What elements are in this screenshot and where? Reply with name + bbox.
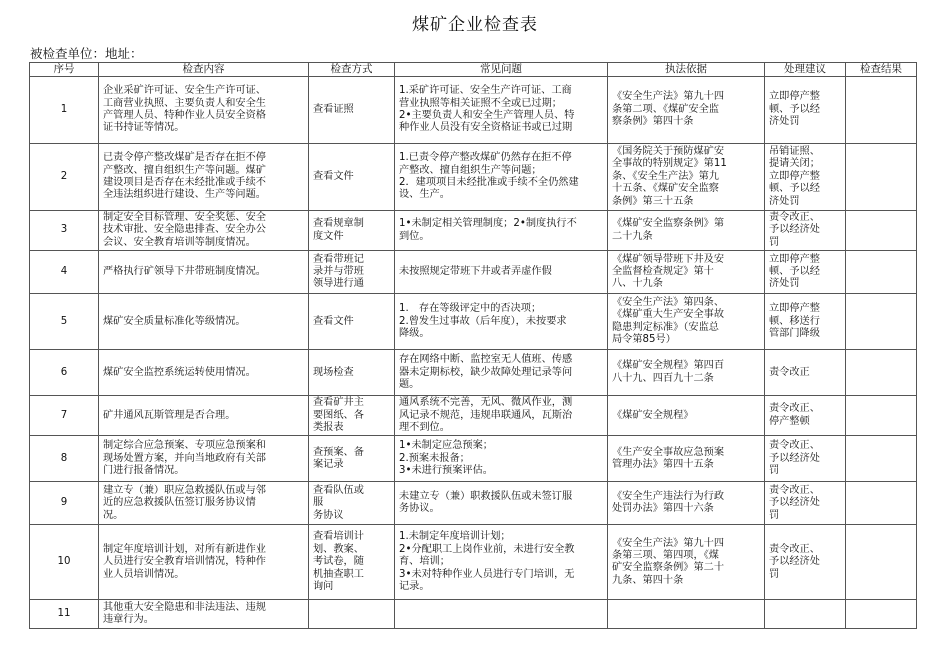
row-suggestion: 责令改正、 予以经济处 罚	[765, 525, 846, 600]
inspection-table	[29, 62, 917, 629]
row-legal-basis	[608, 600, 765, 629]
row-issues: 1.采矿许可证、安全生产许可证、工商 营业执照等相关证照不全或已过期； 2•主要负责人和安全生产管理人员、特 种作业人员没有安全资格证书或已过期	[395, 77, 608, 144]
table-row	[30, 350, 917, 396]
row-result	[846, 144, 917, 211]
row-suggestion: 责令改正、 予以经济处 罚	[765, 482, 846, 525]
row-result	[846, 436, 917, 482]
row-result	[846, 294, 917, 350]
row-method: 现场检查	[309, 350, 395, 396]
row-issues: 1.未制定年度培训计划； 2•分配职工上岗作业前，未进行安全教 育、培训； 3•未对特种作业人员进行专门培训，无 记录。	[395, 525, 608, 600]
row-method: 查看培训计 划、教案、 考试卷，随 机抽查职工 询问	[309, 525, 395, 600]
row-content: 已责令停产整改煤矿是否存在拒不停 产整改、擅自组织生产等问题。煤矿 建设项目是否存在未经批准或手续不 全违法组织进行建设、生产等问题。	[99, 144, 309, 211]
row-suggestion: 责令改正、 予以经济处 罚	[765, 436, 846, 482]
row-method: 查看文件	[309, 144, 395, 211]
row-legal-basis: 《安全生产法》第九十四 条第二项、《煤矿安全监 察条例》第四十条	[608, 77, 765, 144]
row-index: 6	[30, 350, 99, 396]
row-legal-basis: 《生产安全事故应急预案 管理办法》第四十五条	[608, 436, 765, 482]
row-issues: 1.已责令停产整改煤矿仍然存在拒不停 产整改、擅自组织生产等问题； 2．建项项目未经批准或手续不全仍然建 设、生产。	[395, 144, 608, 211]
row-method: 查看证照	[309, 77, 395, 144]
table-row	[30, 211, 917, 251]
row-suggestion: 吊销证照、 提请关闭； 立即停产整 顿、予以经 济处罚	[765, 144, 846, 211]
row-index: 10	[30, 525, 99, 600]
row-result	[846, 482, 917, 525]
row-issues: 存在网络中断、监控室无人值班、传感 器未定期标校，缺少故障处理记录等问 题。	[395, 350, 608, 396]
row-method: 查看文件	[309, 294, 395, 350]
page-title: 煤矿企业检查表	[412, 15, 538, 35]
table-row	[30, 144, 917, 211]
row-legal-basis: 《国务院关于预防煤矿安 全事故的特别规定》第11 条、《安全生产法》第九 十五条、《煤矿安全监察 条例》第三十五条	[608, 144, 765, 211]
row-result	[846, 350, 917, 396]
row-content: 制定安全目标管理、安全奖惩、安全 技术审批、安全隐患排查、安全办公 会议、安全教育培训等制度情况。	[99, 211, 309, 251]
row-issues: 未按照规定带班下井或者弄虚作假	[395, 251, 608, 294]
row-result	[846, 600, 917, 629]
header-issues: 常见问题	[395, 63, 608, 77]
row-legal-basis: 《煤矿安全规程》第四百 八十九、四百九十二条	[608, 350, 765, 396]
table-row	[30, 294, 917, 350]
row-suggestion: 责令改正、 停产整顿	[765, 396, 846, 436]
row-method: 查看矿井主 要图纸、各 类报表	[309, 396, 395, 436]
row-content: 企业采矿许可证、安全生产许可证、 工商营业执照、主要负责人和安全生 产管理人员、特种作业人员安全资格 证书持证等情况。	[99, 77, 309, 144]
row-content: 制定年度培训计划，对所有新进作业 人员进行安全教育培训情况，特种作 业人员培训情况。	[99, 525, 309, 600]
row-method	[309, 600, 395, 629]
header-content: 检查内容	[99, 63, 309, 77]
table-row	[30, 525, 917, 600]
row-suggestion	[765, 600, 846, 629]
row-content: 煤矿安全质量标准化等级情况。	[99, 294, 309, 350]
row-issues: 通风系统不完善，无风、微风作业，测 风记录不规范，违规串联通风，瓦斯治 理不到位。	[395, 396, 608, 436]
row-method: 查看规章制 度文件	[309, 211, 395, 251]
row-index: 7	[30, 396, 99, 436]
row-suggestion: 立即停产整 顿、予以经 济处罚	[765, 77, 846, 144]
table-row	[30, 600, 917, 629]
row-result	[846, 525, 917, 600]
table-row	[30, 436, 917, 482]
table-header-row	[30, 63, 917, 77]
row-result	[846, 77, 917, 144]
row-method: 查看队伍或 服 务协议	[309, 482, 395, 525]
row-legal-basis: 《安全生产违法行为行政 处罚办法》第四十六条	[608, 482, 765, 525]
row-issues	[395, 600, 608, 629]
row-suggestion: 立即停产整 顿、予以经 济处罚	[765, 251, 846, 294]
row-result	[846, 251, 917, 294]
row-content: 矿井通风瓦斯管理是否合理。	[99, 396, 309, 436]
row-legal-basis: 《安全生产法》第四条、 《煤矿重大生产安全事故 隐患判定标准》（安监总 局令第85号）	[608, 294, 765, 350]
row-index: 2	[30, 144, 99, 211]
row-index: 11	[30, 600, 99, 629]
row-issues: 未建立专（兼）职救援队伍或未签订服 务协议。	[395, 482, 608, 525]
row-suggestion: 责令改正、 予以经济处 罚	[765, 211, 846, 251]
row-index: 4	[30, 251, 99, 294]
header-result: 检查结果	[846, 63, 917, 77]
row-content: 煤矿安全监控系统运转使用情况。	[99, 350, 309, 396]
row-issues: 1. 存在等级评定中的否决项； 2.曾发生过事故（后年度），未按要求 降级。	[395, 294, 608, 350]
row-content: 其他重大安全隐患和非法违法、违规 违章行为。	[99, 600, 309, 629]
header-suggestion: 处理建议	[765, 63, 846, 77]
row-result	[846, 396, 917, 436]
inspected-unit-label: 被检查单位：地址：	[30, 46, 143, 61]
table-row	[30, 482, 917, 525]
table-row	[30, 77, 917, 144]
row-legal-basis: 《煤矿安全规程》	[608, 396, 765, 436]
row-suggestion: 责令改正	[765, 350, 846, 396]
row-content: 制定综合应急预案、专项应急预案和 现场处置方案，并向当地政府有关部 门进行报备情况。	[99, 436, 309, 482]
row-index: 3	[30, 211, 99, 251]
row-method: 查预案、备 案记录	[309, 436, 395, 482]
table-row	[30, 251, 917, 294]
row-index: 9	[30, 482, 99, 525]
row-issues: 1•未制定相关管理制度；2•制度执行不 到位。	[395, 211, 608, 251]
row-index: 8	[30, 436, 99, 482]
header-index: 序号	[30, 63, 99, 77]
row-legal-basis: 《煤矿安全监察条例》第 二十九条	[608, 211, 765, 251]
row-index: 1	[30, 77, 99, 144]
header-method: 检查方式	[309, 63, 395, 77]
row-result	[846, 211, 917, 251]
row-legal-basis: 《煤矿领导带班下井及安 全监督检查规定》第十 八、十九条	[608, 251, 765, 294]
row-content: 严格执行矿领导下井带班制度情况。	[99, 251, 309, 294]
row-issues: 1•未制定应急预案； 2.预案未报备； 3•未进行预案评估。	[395, 436, 608, 482]
header-legal-basis: 执法依据	[608, 63, 765, 77]
row-index: 5	[30, 294, 99, 350]
table-row	[30, 396, 917, 436]
row-content: 建立专（兼）职应急救援队伍或与邻 近的应急救援队伍签订服务协议情 况。	[99, 482, 309, 525]
row-legal-basis: 《安全生产法》第九十四 条第三项、第四项，《煤 矿安全监察条例》第二十 九条、第四十条	[608, 525, 765, 600]
row-method: 查看带班记 录并与带班 领导进行通	[309, 251, 395, 294]
row-suggestion: 立即停产整 顿、移送行 管部门降级	[765, 294, 846, 350]
